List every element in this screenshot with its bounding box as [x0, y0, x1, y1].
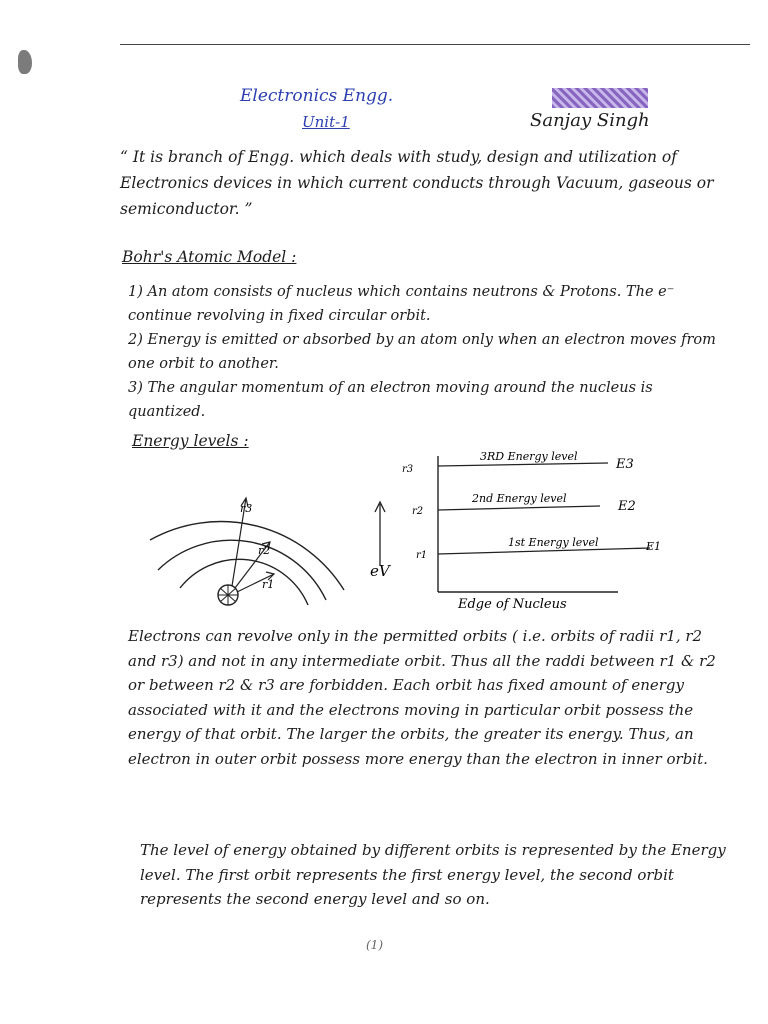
energy-levels-heading: Energy levels : [132, 432, 249, 450]
radius-label: r3 [402, 464, 414, 475]
orbit-diagram [140, 470, 360, 620]
level-label: 3RD Energy level [480, 450, 578, 463]
page-number: (1) [366, 938, 383, 952]
orbit-1 [180, 559, 308, 605]
struck-out-text [552, 88, 648, 108]
ev-axis-label: eV [370, 562, 390, 580]
page-title: Electronics Engg. [240, 86, 394, 106]
level-line-3 [438, 463, 608, 466]
energy-label: E3 [616, 457, 634, 472]
unit-label: Unit-1 [302, 113, 350, 131]
bohr-point: 3) The angular momentum of an electron moving around the nucleus is quantized. [128, 380, 653, 420]
bohr-point: 1) An atom consists of nucleus which contains neutrons & Protons. The e⁻ continue revolving in fixed circular orbit. [128, 284, 675, 324]
bohr-points [128, 280, 728, 424]
energy-level-paragraph: The level of energy obtained by different orbits is represented by the Energy level. The first orbit represents the first energy level, the second orbit represents the second energy level and so on. [140, 841, 726, 908]
orbit-3 [150, 522, 344, 590]
radius-label: r2 [412, 506, 424, 517]
orbit-label: r3 [240, 502, 253, 515]
level-label: 1st Energy level [508, 536, 599, 549]
ink-blot [18, 50, 32, 74]
radius-label: r1 [416, 550, 428, 561]
bohr-heading: Bohr's Atomic Model : [122, 248, 297, 266]
energy-level-diagram [368, 446, 668, 616]
nucleus-edge-label: Edge of Nucleus [458, 597, 567, 612]
orbit-label: r2 [258, 544, 271, 557]
orbit-label: r1 [262, 578, 275, 591]
author-name: Sanjay Singh [530, 110, 650, 131]
definition-quote: “ It is branch of Engg. which deals with study, design and utilization of Electronics devices in which current conducts through Vacuum, gaseous or semiconductor. ” [120, 148, 714, 218]
bohr-point: 2) Energy is emitted or absorbed by an atom only when an electron moves from one orbit to another. [128, 332, 716, 372]
top-rule [120, 44, 750, 45]
level-label: 2nd Energy level [472, 492, 567, 505]
energy-label: E2 [618, 499, 636, 514]
orbit-paragraph: Electrons can revolve only in the permitted orbits ( i.e. orbits of radii r1, r2 and r3) and not in any intermediate orbit. Thus all the raddi between r1 & r2 or between r2 & r3 are forbidden. Each orbit has fixed amount of energy associated with it and the electrons moving in particular orbit possess the energy of that orbit. The larger the orbits, the greater its energy. Thus, an electron in outer orbit possess more energy than the electron in inner orbit. [128, 627, 716, 768]
energy-label: E1 [646, 540, 662, 553]
level-line-2 [438, 506, 600, 510]
